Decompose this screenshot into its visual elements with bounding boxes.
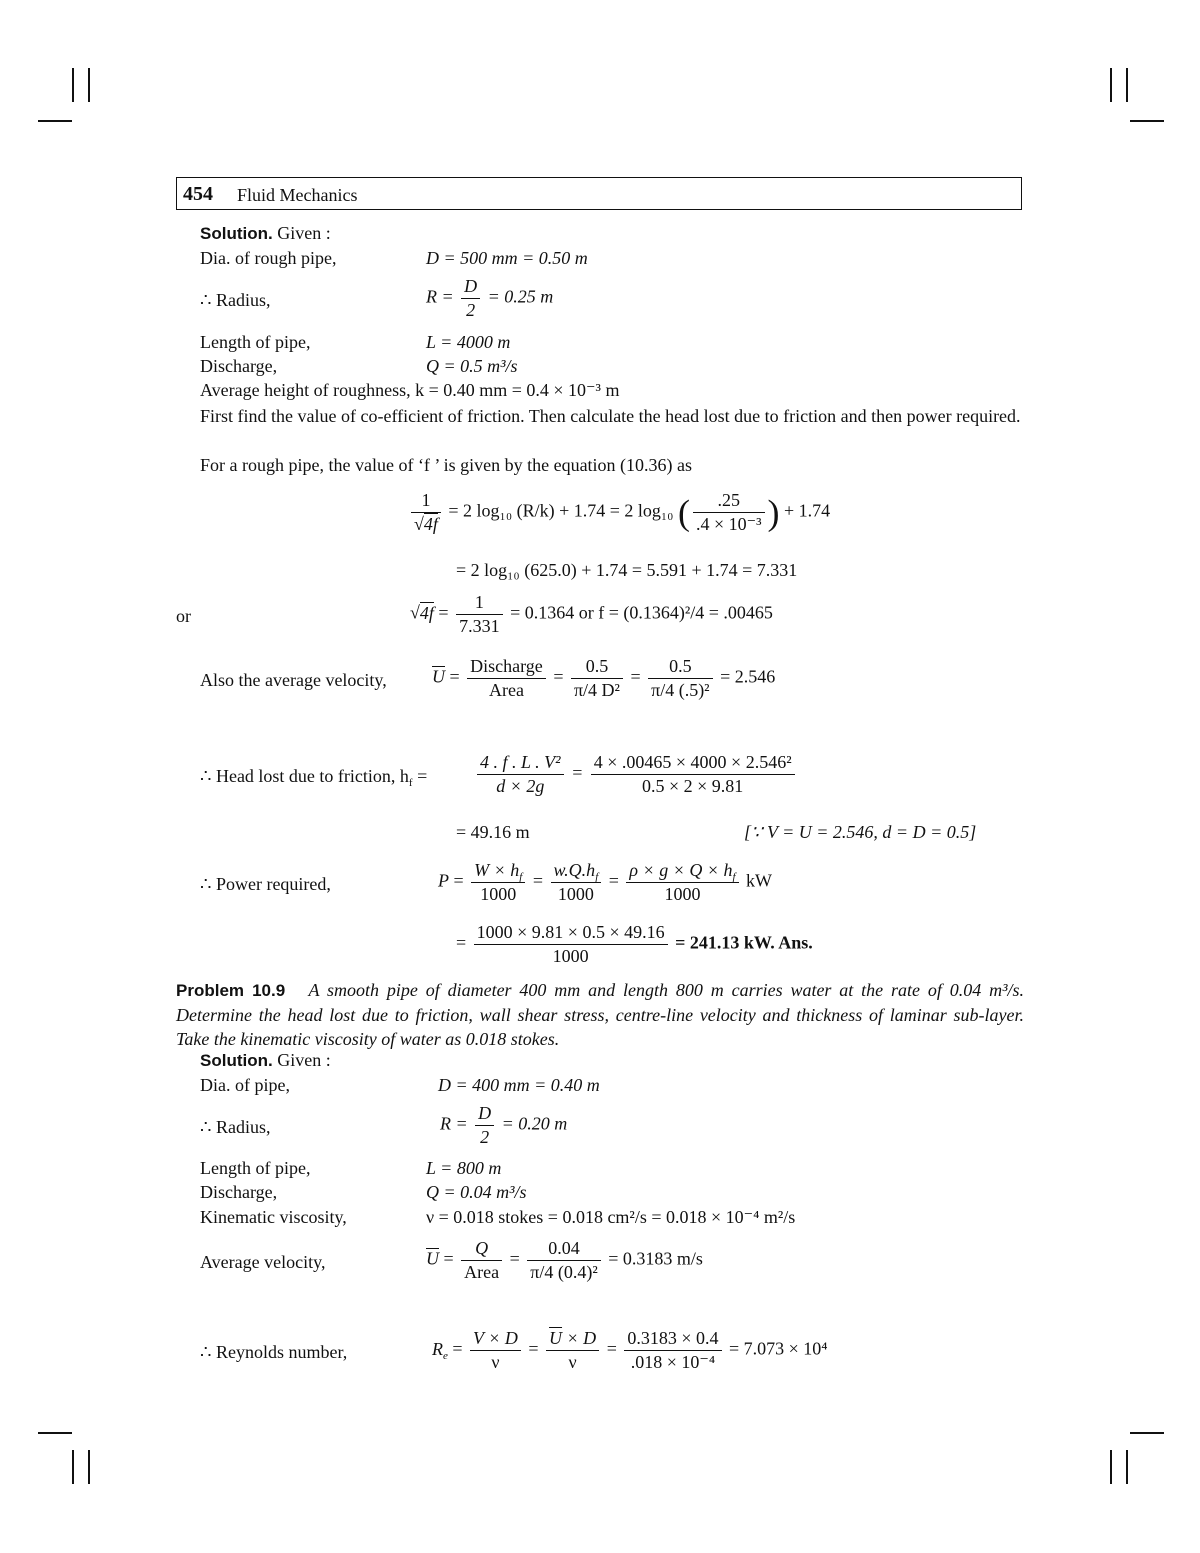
- given-label: Kinematic viscosity,: [200, 1207, 347, 1227]
- given-label: Discharge,: [200, 1182, 278, 1202]
- crop-mark: [88, 1450, 90, 1484]
- power-label: ∴ Power required,: [200, 874, 331, 894]
- crop-mark: [1130, 1432, 1164, 1434]
- running-header: [176, 177, 1022, 210]
- given-label: Length of pipe,: [200, 332, 311, 352]
- friction-equation: $\frac{1}{√4f}$ = 2 log₁₀ (R/k) + 1.74 = 2 log₁₀ ( $\frac{.25}{\text{.4 × 10⁻³}}$ ) + 1.74: [408, 490, 830, 535]
- solution-heading: Solution. Given :: [200, 223, 331, 243]
- book-title: Fluid Mechanics: [237, 185, 358, 205]
- power-calculation: = $\frac{1000 \times 9.81 \times 0.5 \times 49.16}{1000}$ = 241.13 kW. Ans.: [456, 922, 813, 966]
- given-value: Q = 0.5 m³/s: [426, 356, 518, 376]
- crop-mark: [38, 120, 72, 122]
- crop-mark: [88, 68, 90, 102]
- given-label: Dia. of rough pipe,: [200, 248, 337, 268]
- equation-line: = 2 log₁₀ (625.0) + 1.74 = 5.591 + 1.74 = 7.331: [456, 560, 798, 580]
- velocity-equation: $\overline{U}$ = $\frac{\text{Discharge}}{\text{Area}}$ = $\frac{0.5}{\text{π/4 D²}}$ = $\frac{0.5}{\text{π/4 (.5)²}}$ = 2.546: [432, 656, 776, 700]
- solution-heading: Solution. Given :: [200, 1050, 331, 1070]
- crop-mark: [1126, 68, 1128, 102]
- head-loss-result: = 49.16 m: [456, 822, 530, 842]
- given-label: Dia. of pipe,: [200, 1075, 290, 1095]
- crop-mark: [72, 1450, 74, 1484]
- given-value: ν = 0.018 stokes = 0.018 cm²/s = 0.018 × 10⁻⁴ m²/s: [426, 1207, 796, 1227]
- or-label: or: [176, 606, 191, 626]
- crop-mark: [1110, 1450, 1112, 1484]
- given-value: L = 800 m: [426, 1158, 502, 1178]
- head-loss-equation: $\frac{\text{4 . f . L . V²}}{d \times 2g}$ = $\frac{\text{4 × .00465 × 4000 × 2.546²}}{0.5 \times 2 \times 9.81}$: [474, 752, 798, 797]
- power-equation: P = $\frac{W \times h_f}{1000}$ = $\frac{w.Q.h_f}{1000}$ = $\frac{\rho \times g \times Q \times h_f}{1000}$ kW: [438, 860, 773, 904]
- crop-mark: [1110, 68, 1112, 102]
- roughness-line: Average height of roughness, k = 0.40 mm = 0.4 × 10⁻³ m: [200, 380, 620, 400]
- paragraph: For a rough pipe, the value of ‘f ’ is given by the equation (10.36) as: [200, 455, 693, 475]
- problem-heading: Problem 10.9: [176, 981, 286, 1000]
- crop-mark: [72, 68, 74, 102]
- radius-equation: R = $\frac{D}{2}$ = 0.25 m: [426, 276, 554, 320]
- head-loss-note: [∵ V = U = 2.546, d = D = 0.5]: [744, 822, 977, 842]
- crop-mark: [38, 1432, 72, 1434]
- reynolds-equation: $R_e$ = $\frac{V \times D}{\nu}$ = $\frac{\overline{U} \times D}{\nu}$ = $\frac{0.3183 \times 0.4}{\text{.018 × 10⁻⁴}}$ = 7.073 × 10⁴: [432, 1328, 828, 1372]
- given-label: ∴ Radius,: [200, 290, 271, 310]
- head-loss-label: ∴ Head lost due to friction, $h_f$ =: [200, 766, 428, 789]
- crop-mark: [1130, 120, 1164, 122]
- given-label: ∴ Radius,: [200, 1117, 271, 1137]
- problem-statement: Problem 10.9 A smooth pipe of diameter 400 mm and length 800 m carries water at the rate of 0.04 m³/s. Determine the head lost due to friction, wall shear stress, centre-line velocity and thickness of laminar sub-layer. Take the kinematic viscosity of water as 0.018 stokes.: [176, 980, 1024, 1049]
- given-value: D = 500 mm = 0.50 m: [426, 248, 588, 268]
- given-value: L = 4000 m: [426, 332, 511, 352]
- friction-factor-equation: √4f = $\frac{1}{7.331}$ = 0.1364 or f = (0.1364)²/4 = .00465: [410, 592, 773, 636]
- radius-equation: R = $\frac{D}{2}$ = 0.20 m: [440, 1103, 568, 1147]
- given-label: Discharge,: [200, 356, 278, 376]
- avg-velocity-label: Average velocity,: [200, 1252, 326, 1272]
- crop-mark: [1126, 1450, 1128, 1484]
- page-number: 454: [183, 183, 213, 205]
- reynolds-label: ∴ Reynolds number,: [200, 1342, 348, 1362]
- velocity-label: Also the average velocity,: [200, 670, 387, 690]
- given-label: Length of pipe,: [200, 1158, 311, 1178]
- avg-velocity-equation: $\overline{U}$ = $\frac{Q}{\text{Area}}$ = $\frac{0.04}{\text{π/4 (0.4)²}}$ = 0.3183 m/s: [426, 1238, 703, 1282]
- given-value: D = 400 mm = 0.40 m: [438, 1075, 600, 1095]
- given-value: Q = 0.04 m³/s: [426, 1182, 527, 1202]
- paragraph: First find the value of co-efficient of friction. Then calculate the head lost due to friction and then power required.: [200, 406, 1021, 426]
